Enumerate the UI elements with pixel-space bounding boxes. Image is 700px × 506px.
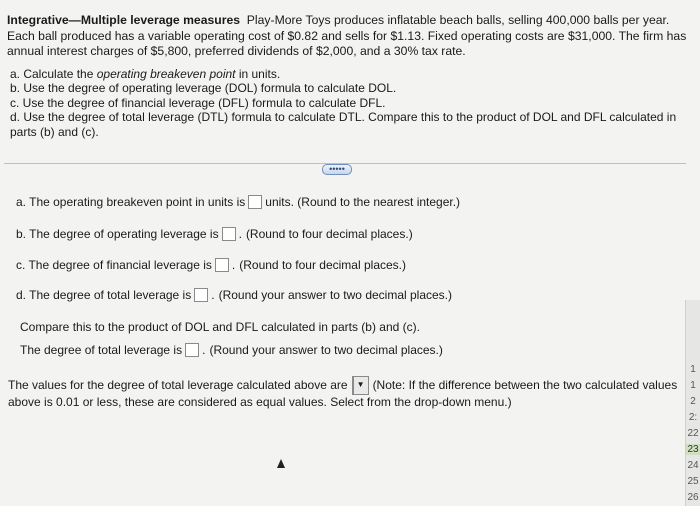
answer-a-input[interactable] — [248, 195, 262, 209]
compare-text: Compare this to the product of DOL and DFL calculated in parts (b) and (c). — [20, 320, 420, 334]
part-a-suffix: in units. — [235, 67, 281, 81]
sidebar-number[interactable]: 2: — [688, 412, 698, 423]
answer-d-input[interactable] — [194, 288, 208, 302]
part-b: b. Use the degree of operating leverage (DOL) formula to calculate DOL. — [10, 81, 397, 96]
note-before: The values for the degree of total leverage calculated above are — [8, 378, 348, 393]
sidebar-number[interactable]: 25 — [687, 476, 699, 487]
answer-row-c: c. The degree of financial leverage is . (Round to four decimal places.) — [16, 258, 406, 272]
part-c: c. Use the degree of financial leverage (DFL) formula to calculate DFL. — [10, 95, 386, 110]
answer-dtl-label: The degree of total leverage is — [20, 343, 183, 357]
question-parts — [10, 67, 680, 139]
part-a-prefix: a. Calculate the — [10, 67, 97, 81]
answer-c-input[interactable] — [215, 258, 229, 272]
sidebar-number[interactable]: 24 — [687, 460, 699, 471]
answer-row-a — [16, 195, 460, 209]
answer-d-hint: (Round your answer to two decimal places.) — [218, 288, 453, 302]
sidebar-number[interactable]: 1 — [690, 380, 696, 391]
answer-d-label: d. The degree of total leverage is — [16, 288, 192, 302]
answer-c-hint: (Round to four decimal places.) — [239, 258, 406, 272]
sidebar-number[interactable]: 22 — [687, 428, 699, 439]
sidebar-number[interactable]: 1 — [690, 364, 696, 375]
problem-title: Integrative—Multiple leverage measures — [7, 13, 241, 27]
note-after: (Note: If the difference between the two calculated values — [372, 378, 678, 393]
answer-b-label: b. The degree of operating leverage is — [16, 227, 219, 241]
sidebar-number-current[interactable]: 23 — [687, 444, 699, 455]
part-d: d. Use the degree of total leverage (DTL) formula to calculate DTL. Compare this to the product of DOL and DFL calculated in parts (b) and (c). — [10, 110, 677, 139]
answer-b-input[interactable] — [222, 227, 236, 241]
answer-row-b: b. The degree of operating leverage is . (Round to four decimal places.) — [16, 227, 413, 241]
chevron-down-icon[interactable]: ▼ — [353, 377, 368, 394]
problem-statement — [7, 13, 687, 60]
answer-a-label: a. The operating breakeven point in units is — [16, 195, 246, 209]
answer-a-hint: units. (Round to the nearest integer.) — [265, 195, 461, 209]
sidebar-number[interactable]: 26 — [687, 492, 699, 503]
mouse-cursor-icon — [277, 459, 285, 468]
comparison-dropdown[interactable] — [352, 376, 369, 395]
answer-c-label: c. The degree of financial leverage is — [16, 258, 212, 272]
answer-dtl-hint: (Round your answer to two decimal places.) — [209, 343, 443, 357]
part-a-italic: operating breakeven point — [96, 67, 236, 81]
sidebar-number[interactable]: 2 — [690, 396, 696, 407]
part-a — [10, 67, 680, 81]
note-line-1 — [8, 376, 678, 395]
answer-dtl-input[interactable] — [185, 343, 199, 357]
answer-row-dtl: The degree of total leverage is . (Round your answer to two decimal places.) — [20, 343, 443, 357]
comparison-note — [8, 376, 678, 410]
question-number-sidebar — [685, 300, 700, 506]
answer-b-hint: (Round to four decimal places.) — [245, 227, 413, 241]
note-line-2: above is 0.01 or less, these are considered as equal values. Select from the drop-down menu.) — [8, 395, 512, 409]
answer-row-d: d. The degree of total leverage is . (Round your answer to two decimal places.) — [16, 288, 453, 302]
expand-more-button[interactable]: ••••• — [322, 164, 352, 175]
problem-text: Play-More Toys produces inflatable beach balls, selling 400,000 balls per year. Each ball produced has a variable operating cost of $0.82 and sells for $1.13. Fixed operating costs are $31,000. The firm has annual interest charges of $5,800, preferred dividends of $2,000, and a 30% tax rate. — [7, 13, 687, 58]
